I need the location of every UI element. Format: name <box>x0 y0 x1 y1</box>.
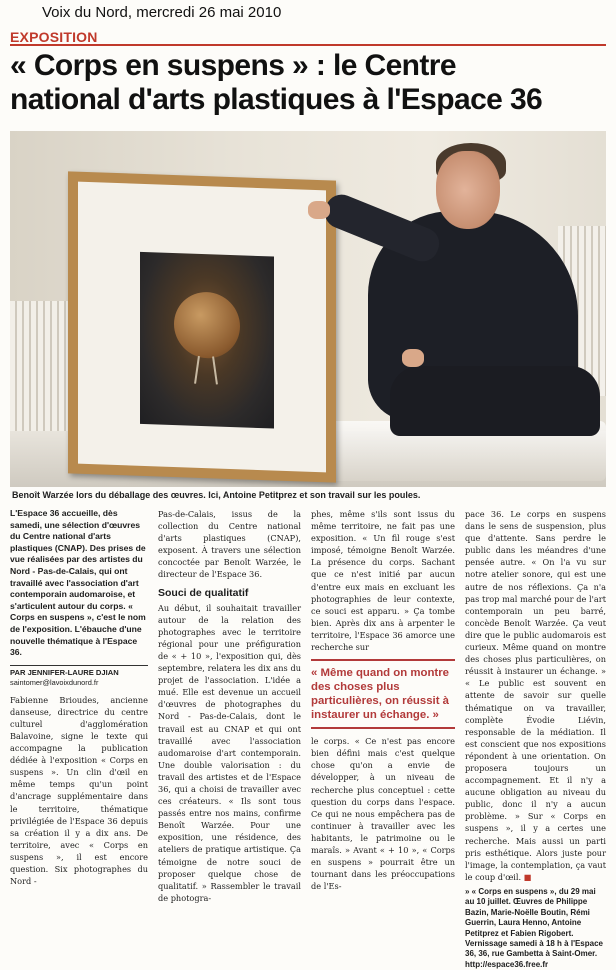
body-paragraph: phes, même s'ils sont issus du même territoire, ne fait pas une exposition. « Un fil rouge s'est imposé, témoigne Benoît Warzée. La présence du corps. Sachant que ce n'est initié par aucun d'entre eux mais en excluant les photographies de leur contexte, ce souci est apparu. » Ça tombe bien. Après dix ans à arpenter le territoire, l'Espace 36 amorce une recherche sur <box>311 509 455 653</box>
body-text: pace 36. Le corps en suspens dans le sens de suspension, plus que d'attente. Sans perdre le public dans les méandres d'une pensée autre. « On l'a vu sur notre atelier sonore, qui est une autre de nos réflexions. Ça n'a pas trop mal marché pour de l'art contemporain un peu barré, concède Benoît Warzée. Ça veut dire que le public audomarois est curieux. Même quand on montre des choses plus particulières, on réussit à instaurer un échange. » « Le public est souvent en attente de savoir sur quelle thématique on va travailler, complète Évodie Liévin, responsable de la médiation. Il est conscient que nos expositions répondent à une orientation. On proposera toujours un accompagnement. Et il n'y a aucune obligation au niveau du public, donc il n'y a aucun problème. » Sur « Corps en suspens », il y a certes une recherche. Mais aussi un parti pris esthétique. Alors juste pour l'image, la contemplation, ça vaut le coup d'œil. <box>465 509 606 882</box>
article-intro: L'Espace 36 accueille, dès samedi, une sélection d'œuvres du Centre national d'arts plastiques (CNAP). Des prises de vue réalisées par des artistes du Nord - Pas-de-Calais, qui ont travaillé avec l'association d'art contemporain audomaroise, et s'articulent autour du corps. « Corps en suspens », c'est le nom de l'exposition. L'ébauche d'une nouvelle thématique à l'Espace 36. <box>10 508 146 658</box>
column-4 <box>465 508 606 970</box>
newspaper-source-line: Voix du Nord, mercredi 26 mai 2010 <box>42 4 282 21</box>
hen-leg <box>194 356 200 384</box>
man-head <box>436 151 500 229</box>
body-paragraph: Fabienne Brioudes, ancienne danseuse, directrice du centre culturel d'agglomération Balavoine, signe le texte qui accompagne la publication dédiée à l'exposition « Corps en suspens ». Un clin d'œil en même temps qu'un point d'ancrage supplémentaire dans le territoire, thématique privilégiée de l'Espace 36 depuis sa création il y a dix ans. De territoire, avec « Corps en suspens », il est encore question. Six photographes du Nord - <box>10 694 148 887</box>
column-3 <box>311 508 455 892</box>
hen-leg <box>212 356 218 384</box>
artwork-mat <box>78 182 326 473</box>
body-paragraph: Au début, il souhaitait travailler autour de la relation des photographes avec le territoire régional pour une préfiguration de « + 10 », l'exposition qui, dès septembre, relatera les dix ans du projet de l'association. L'idée a mué. Elle est devenue un accueil d'œuvres de photographes du Nord - Pas-de-Calais, dont le travail est au CNAP et qui ont travaillé avec l'association audomaroise d'art contemporain. Une double valorisation : du travail des artistes et de l'Espace 36, qui a choisi de travailler avec ces créateurs. « Ils sont tous passés entre nos mains, confirme Benoît Warzée. Pour une exposition, une résidence, des ateliers de pratique artistique. Ça témoigne de notre souci de proposer quelque chose de qualitatif. » Rassembler le travail de photogra- <box>158 602 301 903</box>
man-hand <box>402 349 424 367</box>
hen-photograph <box>140 252 274 429</box>
photo-caption: Benoît Warzée lors du déballage des œuvres. Ici, Antoine Petitprez et son travail sur les poules. <box>12 490 421 500</box>
pull-quote: « Même quand on montre des choses plus particulières, on réussit à instaurer un échange. » <box>311 659 455 729</box>
section-rubric <box>10 27 606 46</box>
column-2 <box>158 508 301 904</box>
byline: PAR JENNIFER-LAURE DJIAN <box>10 665 148 678</box>
column-1 <box>10 508 148 887</box>
article-photo <box>10 131 606 487</box>
hen-body <box>174 291 240 359</box>
rubric-label: EXPOSITION <box>10 29 98 45</box>
headline-line-2: national d'arts plastiques à l'Espace 36 <box>10 83 543 116</box>
article-headline <box>10 49 610 117</box>
headline-line-1: « Corps en suspens » : le Centre <box>10 49 456 82</box>
subheading: Souci de qualitatif <box>158 586 249 599</box>
author-email: saintomer@lavoixdunord.fr <box>10 677 99 687</box>
body-paragraph: Pas-de-Calais, issus de la collection du Centre national d'arts plastiques (CNAP), exposent. À travers une sélection concoctée par Benoît Warzée, le directeur de l'Espace 36. <box>158 509 301 580</box>
man-hand <box>308 201 330 219</box>
end-mark: ■ <box>523 871 532 882</box>
framed-artwork <box>68 171 336 482</box>
body-paragraph: le corps. « Ce n'est pas encore bien défini mais c'est quelque chose qu'on a envie de développer, à un niveau de recherche plus conceptuel : cette question du corps dans l'espace. Ce qui ne nous empêchera pas de continuer à travailler avec les habitants, le patrimoine ou le maraîs. » Avant « + 10 », « Corps en suspens » pourrait être un tournant dans les préoccupations de l'Es- <box>311 736 455 892</box>
man-legs <box>390 366 600 436</box>
practical-info-box: » « Corps en suspens », du 29 mai au 10 juillet. Œuvres de Philippe Bazin, Marie-Noëlle Boutin, Rémi Guerrin, Laura Henno, Antoine Petitprez et Fabien Rigobert. Vernissage samedi à 18 h à l'Espace 36, 36, rue Gambetta à Saint-Omer. http://espace36.free.fr <box>465 886 603 969</box>
body-paragraph <box>465 508 606 883</box>
